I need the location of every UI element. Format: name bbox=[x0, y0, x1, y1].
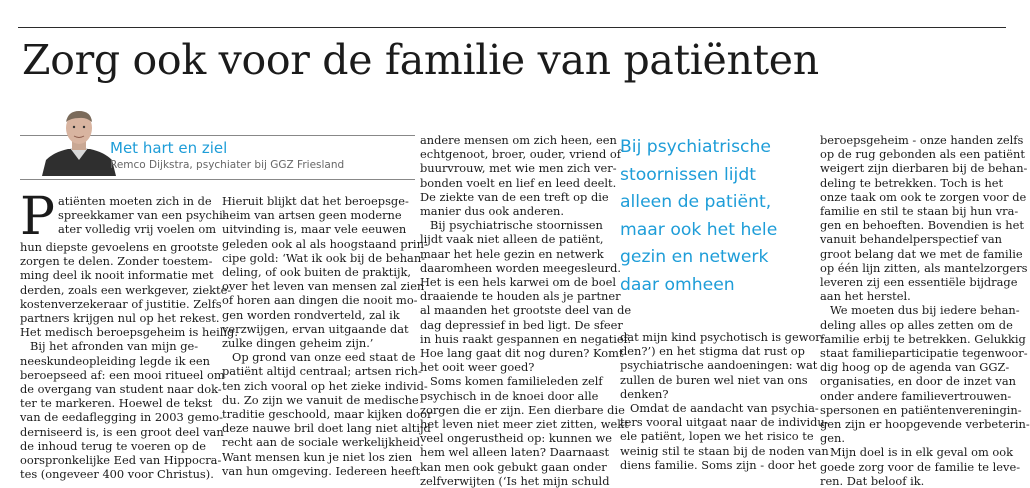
text-line: deling alles op alles zetten om de bbox=[820, 317, 1013, 332]
text-line: psychiatrische aandoeningen: wat bbox=[620, 358, 818, 373]
text-line: diens familie. Soms zijn - door het bbox=[620, 457, 817, 472]
author-block bbox=[20, 108, 415, 180]
text-line: gen. bbox=[820, 431, 845, 446]
text-line: Omdat de aandacht van psychia- bbox=[630, 401, 819, 416]
text-line: bonden voelt en lief en leed deelt. bbox=[420, 175, 617, 190]
text-line: recht aan de sociale werkelijkheid. bbox=[222, 435, 424, 450]
text-line: van de eedaflegging in 2003 gemo- bbox=[20, 410, 223, 425]
pull-quote-line: Bij psychiatrische bbox=[620, 137, 771, 157]
text-line: familie en stil te staan bij hun vra- bbox=[820, 204, 1019, 219]
text-line: dig hoog op de agenda van GGZ- bbox=[820, 360, 1010, 375]
text-line: deling, of ook buiten de praktijk, bbox=[222, 265, 412, 280]
text-line: Het is een hels karwei om de boel bbox=[420, 275, 616, 290]
text-line: hun diepste gevoelens en grootste bbox=[20, 240, 219, 254]
column-4 bbox=[620, 330, 829, 472]
text-line: ele patiënt, lopen we het risico te bbox=[620, 429, 814, 444]
column-2 bbox=[222, 194, 433, 478]
text-line: manier dus ook anderen. bbox=[420, 204, 565, 219]
text-line: van hun omgeving. Iedereen heeft bbox=[222, 463, 421, 478]
text-line: de inhoud terug te voeren op de bbox=[20, 438, 207, 453]
text-line: weigert zijn dierbaren bij de behan- bbox=[820, 161, 1028, 176]
text-line: familie erbij te betrekken. Gelukkig bbox=[820, 331, 1026, 346]
text-line: patiënt altijd centraal; artsen rich- bbox=[222, 364, 422, 379]
text-line: daaromheen worden meegesleurd. bbox=[420, 260, 622, 275]
text-line: of horen aan dingen die nooit mo- bbox=[222, 293, 418, 308]
text-line: Bij psychiatrische stoornissen bbox=[430, 218, 603, 233]
text-line: den?’) en het stigma dat rust op bbox=[620, 344, 805, 359]
pull-quote-line: maar ook het hele bbox=[620, 219, 778, 240]
text-line: partners krijgen nul op het rekest. bbox=[20, 311, 220, 326]
text-line: atiënten moeten zich in de bbox=[58, 194, 212, 208]
text-line: heim van artsen geen moderne bbox=[222, 208, 402, 223]
pull-quote bbox=[620, 134, 810, 299]
pull-quote-line: daar omheen bbox=[620, 274, 735, 295]
text-line: leveren zij een essentiële bijdrage bbox=[820, 275, 1018, 290]
text-line: dag depressief in bed ligt. De sfeer bbox=[420, 317, 623, 332]
text-line: ten zich vooral op het zieke individ- bbox=[222, 378, 428, 393]
text-line: Het medisch beroepsgeheim is heilig. bbox=[20, 325, 238, 340]
text-line: spreekkamer van een psychi- bbox=[58, 208, 227, 223]
pull-quote-line: alleen de patiënt, bbox=[620, 192, 772, 212]
text-line: deze nauwe bril doet lang niet altijd bbox=[222, 421, 431, 436]
text-line: al maanden het grootste deel van de bbox=[420, 303, 632, 318]
text-line: buurvrouw, met wie men zich ver- bbox=[420, 161, 617, 176]
text-line: ming deel ik nooit informatie met bbox=[20, 268, 214, 283]
byline: Remco Dijkstra, psychiater bij GGZ Friesland bbox=[110, 159, 345, 171]
text-line: in huis raakt gespannen en negatief. bbox=[420, 331, 632, 346]
text-line: De ziekte van de een treft op die bbox=[420, 189, 609, 204]
text-line: tes (ongeveer 400 voor Christus). bbox=[20, 467, 214, 482]
text-line: aan het herstel. bbox=[820, 289, 911, 304]
text-line: Soms komen familieleden zelf bbox=[430, 374, 603, 389]
author-bottom-rule bbox=[20, 179, 415, 180]
text-line: derden, zoals een werkgever, ziekte- bbox=[20, 282, 232, 297]
text-line: zullen de buren wel niet van ons bbox=[620, 372, 808, 387]
text-line: lijdt vaak niet alleen de patiënt, bbox=[420, 232, 604, 247]
text-line: maar het hele gezin en netwerk bbox=[420, 246, 604, 261]
text-line: veel ongerustheid op: kunnen we bbox=[420, 431, 612, 446]
text-line: gen en behoeften. Bovendien is het bbox=[820, 218, 1024, 233]
text-line: weinig stil te staan bij de noden van bbox=[620, 443, 829, 458]
text-line: deling te betrekken. Toch is het bbox=[820, 175, 1004, 190]
text-line: draaiende te houden als je partner bbox=[420, 289, 621, 304]
text-line: oorspronkelijke Eed van Hippocra- bbox=[20, 453, 222, 468]
text-line: zorgen die er zijn. Een dierbare die bbox=[420, 402, 625, 417]
text-line: denken? bbox=[620, 386, 669, 401]
column-3 bbox=[420, 133, 632, 488]
text-line: het ooit weer goed? bbox=[420, 360, 535, 375]
text-line: uitvinding is, maar vele eeuwen bbox=[222, 222, 407, 237]
text-line: ater volledig vrij voelen om bbox=[58, 222, 217, 237]
text-line: spersonen en patiëntenvereningin- bbox=[820, 402, 1022, 417]
text-line: cipe gold: ‘Wat ik ook bij de behan- bbox=[222, 250, 426, 265]
text-line: geleden ook al als hoogstaand prin- bbox=[222, 236, 428, 251]
headline: Zorg ook voor de familie van patiënten bbox=[22, 36, 819, 84]
text-line: Hieruit blijkt dat het beroepsge- bbox=[222, 194, 409, 208]
text-line: kan men ook gebukt gaan onder bbox=[420, 459, 607, 474]
text-line: We moeten dus bij iedere behan- bbox=[830, 303, 1020, 318]
text-line: gen worden rondverteld, zal ik bbox=[222, 307, 400, 322]
text-line: over het leven van mensen zal zien bbox=[222, 279, 425, 294]
text-line: de overgang van student naar dok- bbox=[20, 382, 222, 397]
text-line: andere mensen om zich heen, een bbox=[420, 133, 617, 147]
text-line: traditie geschoold, maar kijken door bbox=[222, 407, 433, 422]
text-line: Want mensen kun je niet los zien bbox=[222, 449, 413, 464]
text-line: hem wel alleen laten? Daarnaast bbox=[420, 445, 610, 460]
text-line: psychisch in de knoei door alle bbox=[420, 388, 599, 403]
text-line: Hoe lang gaat dit nog duren? Komt bbox=[420, 346, 624, 361]
text-line: ren. Dat beloof ik. bbox=[820, 473, 925, 488]
text-line: op de rug gebonden als een patiënt bbox=[820, 147, 1025, 162]
drop-cap: P bbox=[20, 187, 55, 247]
text-line: du. Zo zijn we vanuit de medische bbox=[222, 392, 419, 407]
text-line: verzwijgen, ervan uitgaande dat bbox=[222, 321, 409, 336]
text-line: staat familieparticipatie tegenwoor- bbox=[820, 346, 1028, 361]
column-1 bbox=[20, 187, 238, 482]
column-5 bbox=[820, 133, 1030, 488]
text-line: derniseerd is, is een groot deel van bbox=[20, 424, 224, 439]
text-line: echtgenoot, broer, ouder, vriend of bbox=[420, 147, 621, 162]
text-line: dat mijn kind psychotisch is gewor- bbox=[620, 330, 825, 344]
text-line: zelfverwijten (‘Is het mijn schuld bbox=[420, 473, 610, 488]
text-line: het leven niet meer ziet zitten, wekt bbox=[420, 417, 629, 432]
text-line: beroepsgeheim - onze handen zelfs bbox=[820, 133, 1024, 147]
text-line: Op grond van onze eed staat de bbox=[232, 350, 416, 365]
text-line: gen zijn er hoopgevende verbeterin- bbox=[820, 417, 1030, 432]
text-line: beroepseed af: een mooi ritueel om bbox=[20, 367, 225, 382]
text-line: ters vooral uitgaat naar de individu- bbox=[620, 415, 829, 430]
text-line: zorgen te delen. Zonder toestem- bbox=[20, 254, 213, 269]
text-line: vanuit behandelperspectief van bbox=[820, 232, 1003, 247]
text-line: Mijn doel is in elk geval om ook bbox=[830, 445, 1013, 460]
text-line: op één lijn zitten, als mantelzorgers bbox=[820, 260, 1028, 275]
text-line: Bij het afronden van mijn ge- bbox=[30, 339, 199, 354]
text-line: onze taak om ook te zorgen voor de bbox=[820, 189, 1027, 204]
text-line: groot belang dat we met de familie bbox=[820, 246, 1023, 261]
text-line: kostenverzekeraar of justitie. Zelfs bbox=[20, 296, 222, 311]
column-title: Met hart en ziel bbox=[110, 139, 228, 157]
top-rule bbox=[18, 27, 1006, 28]
pull-quote-line: gezin en netwerk bbox=[620, 247, 769, 267]
pull-quote-line: stoornissen lijdt bbox=[620, 164, 756, 185]
text-line: zulke dingen geheim zijn.’ bbox=[222, 336, 374, 351]
text-line: organisaties, en door de inzet van bbox=[820, 374, 1016, 389]
text-line: onder andere familievertrouwen- bbox=[820, 388, 1012, 403]
text-line: neeskundeopleiding legde ik een bbox=[20, 353, 210, 368]
text-line: ter te markeren. Hoewel de tekst bbox=[20, 396, 213, 411]
text-line: goede zorg voor de familie te leve- bbox=[820, 459, 1021, 474]
